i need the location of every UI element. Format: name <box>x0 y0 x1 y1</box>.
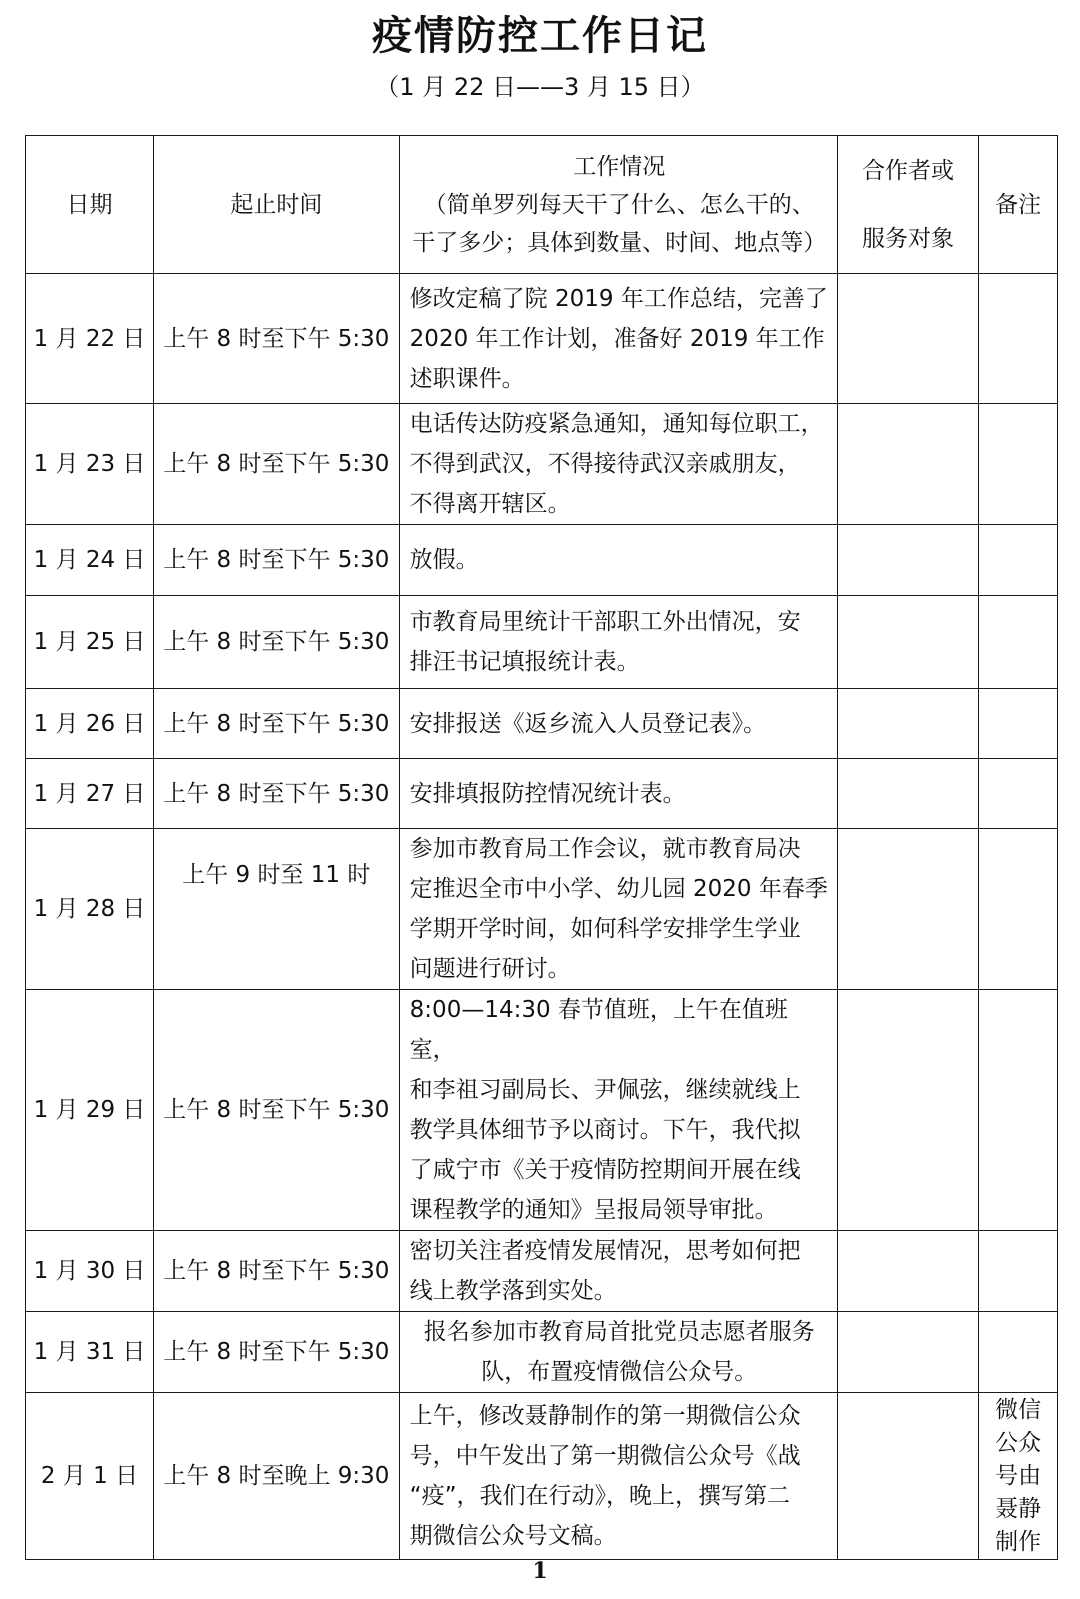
row-time: 上午 9 时至 11 时 <box>153 829 399 990</box>
work-line: “疫”，我们在行动》，晚上，撰写第二 <box>409 1483 791 1509</box>
row-partner <box>837 990 978 1231</box>
row-time: 上午 8 时至晚上 9:30 <box>153 1393 399 1560</box>
row-work <box>399 274 837 404</box>
header-work-line3: 干了多少；具体到数量、时间、地点等） <box>412 229 827 256</box>
header-date: 日期 <box>26 136 154 274</box>
row-work <box>399 829 837 990</box>
row-time: 上午 8 时至下午 5:30 <box>153 759 399 829</box>
row-date: 1 月 30 日 <box>26 1231 154 1312</box>
header-work <box>399 136 837 274</box>
table-row <box>26 525 1058 596</box>
work-line: 排汪书记填报统计表。 <box>409 649 640 675</box>
row-note <box>979 759 1058 829</box>
row-date: 1 月 29 日 <box>26 990 154 1231</box>
table-row <box>26 596 1058 689</box>
row-time: 上午 8 时至下午 5:30 <box>153 1231 399 1312</box>
work-line: 学期开学时间，如何科学安排学生学业 <box>409 916 801 942</box>
work-line: 了咸宁市《关于疫情防控期间开展在线 <box>409 1157 801 1183</box>
row-date: 1 月 26 日 <box>26 689 154 759</box>
row-date: 1 月 31 日 <box>26 1312 154 1393</box>
row-work <box>399 689 837 759</box>
row-partner <box>837 1231 978 1312</box>
work-line: 定推迟全市中小学、幼儿园 2020 年春季 <box>409 876 828 902</box>
row-date: 1 月 25 日 <box>26 596 154 689</box>
work-line: 不得离开辖区。 <box>409 491 571 517</box>
row-work <box>399 1312 837 1393</box>
header-partner-line1: 合作者或 <box>862 157 954 184</box>
document-title: 疫情防控工作日记 <box>372 12 708 59</box>
document-subtitle: （1 月 22 日——3 月 15 日） <box>375 73 705 101</box>
row-time: 上午 8 时至下午 5:30 <box>153 274 399 404</box>
row-partner <box>837 1312 978 1393</box>
row-partner <box>837 274 978 404</box>
work-line: 线上教学落到实处。 <box>409 1278 617 1304</box>
row-partner <box>837 525 978 596</box>
row-note <box>979 1231 1058 1312</box>
work-line: 放假。 <box>409 547 479 573</box>
row-note <box>979 596 1058 689</box>
row-work <box>399 525 837 596</box>
row-work <box>399 1231 837 1312</box>
row-note <box>979 274 1058 404</box>
row-date: 2 月 1 日 <box>26 1393 154 1560</box>
work-line: 上午，修改聂静制作的第一期微信公众 <box>409 1403 801 1429</box>
table-row <box>26 1393 1058 1560</box>
row-work <box>399 1393 837 1560</box>
note-line: 制作 <box>995 1528 1042 1555</box>
row-date: 1 月 22 日 <box>26 274 154 404</box>
work-line: 参加市教育局工作会议，就市教育局决 <box>409 836 801 862</box>
row-note <box>979 829 1058 990</box>
work-line: 问题进行研讨。 <box>409 956 571 982</box>
work-diary-table <box>25 135 1058 1560</box>
row-note <box>979 990 1058 1231</box>
table-row <box>26 689 1058 759</box>
work-line: 2020 年工作计划，准备好 2019 年工作 <box>409 325 825 352</box>
row-work <box>399 990 837 1231</box>
work-line: 修改定稿了院 2019 年工作总结，完善了 <box>409 285 828 312</box>
row-work <box>399 596 837 689</box>
work-line: 安排填报防控情况统计表。 <box>409 780 686 807</box>
table-row <box>26 274 1058 404</box>
row-partner <box>837 1393 978 1560</box>
row-partner <box>837 689 978 759</box>
work-line: 不得到武汉，不得接待武汉亲戚朋友， <box>409 451 801 477</box>
page-number: 1 <box>532 1558 548 1584</box>
note-line: 微信 <box>995 1396 1042 1423</box>
row-work <box>399 759 837 829</box>
work-line: 电话传达防疫紧急通知，通知每位职工， <box>409 411 824 437</box>
table-row <box>26 829 1058 990</box>
row-date: 1 月 23 日 <box>26 404 154 525</box>
table-row <box>26 1231 1058 1312</box>
work-line: 市教育局里统计干部职工外出情况，安 <box>409 609 801 635</box>
row-date: 1 月 27 日 <box>26 759 154 829</box>
row-time: 上午 8 时至下午 5:30 <box>153 689 399 759</box>
work-line: 期微信公众号文稿。 <box>409 1523 617 1549</box>
header-work-line1: 工作情况 <box>573 153 666 180</box>
table-row <box>26 759 1058 829</box>
header-note: 备注 <box>979 136 1058 274</box>
table-row <box>26 1312 1058 1393</box>
row-partner <box>837 829 978 990</box>
header-partner-line2: 服务对象 <box>862 225 954 252</box>
note-line: 公众 <box>995 1429 1042 1456</box>
row-partner <box>837 404 978 525</box>
header-partner <box>837 136 978 274</box>
work-line: 密切关注者疫情发展情况，思考如何把 <box>409 1238 801 1264</box>
work-line: 号，中午发出了第一期微信公众号《战 <box>409 1443 801 1469</box>
table-body <box>26 274 1058 1560</box>
row-note <box>979 525 1058 596</box>
row-date: 1 月 28 日 <box>26 829 154 990</box>
row-note <box>979 689 1058 759</box>
header-work-line2: （简单罗列每天干了什么、怎么干的、 <box>423 191 815 218</box>
work-line: 安排报送《返乡流入人员登记表》。 <box>409 710 767 737</box>
header-row <box>26 136 1058 274</box>
note-line: 号由 <box>995 1462 1042 1489</box>
row-time: 上午 8 时至下午 5:30 <box>153 404 399 525</box>
row-note <box>979 1393 1058 1560</box>
row-time: 上午 8 时至下午 5:30 <box>153 1312 399 1393</box>
row-partner <box>837 596 978 689</box>
work-line: 课程教学的通知》呈报局领导审批。 <box>409 1197 778 1223</box>
row-partner <box>837 759 978 829</box>
row-date: 1 月 24 日 <box>26 525 154 596</box>
row-time: 上午 8 时至下午 5:30 <box>153 990 399 1231</box>
table-row <box>26 990 1058 1231</box>
row-time: 上午 8 时至下午 5:30 <box>153 596 399 689</box>
row-work <box>399 404 837 525</box>
work-line: 述职课件。 <box>409 365 525 392</box>
work-line: 8:00—14:30 春节值班，上午在值班室， <box>409 997 788 1063</box>
header-time: 起止时间 <box>153 136 399 274</box>
work-line: 队，布置疫情微信公众号。 <box>481 1359 758 1385</box>
row-time: 上午 8 时至下午 5:30 <box>153 525 399 596</box>
table-row <box>26 404 1058 525</box>
work-line: 和李祖习副局长、尹佩弦，继续就线上 <box>409 1077 801 1103</box>
note-line: 聂静 <box>995 1495 1042 1522</box>
work-line: 报名参加市教育局首批党员志愿者服务 <box>423 1319 815 1345</box>
row-note <box>979 404 1058 525</box>
row-note <box>979 1312 1058 1393</box>
work-line: 教学具体细节予以商讨。下午，我代拟 <box>409 1117 801 1143</box>
